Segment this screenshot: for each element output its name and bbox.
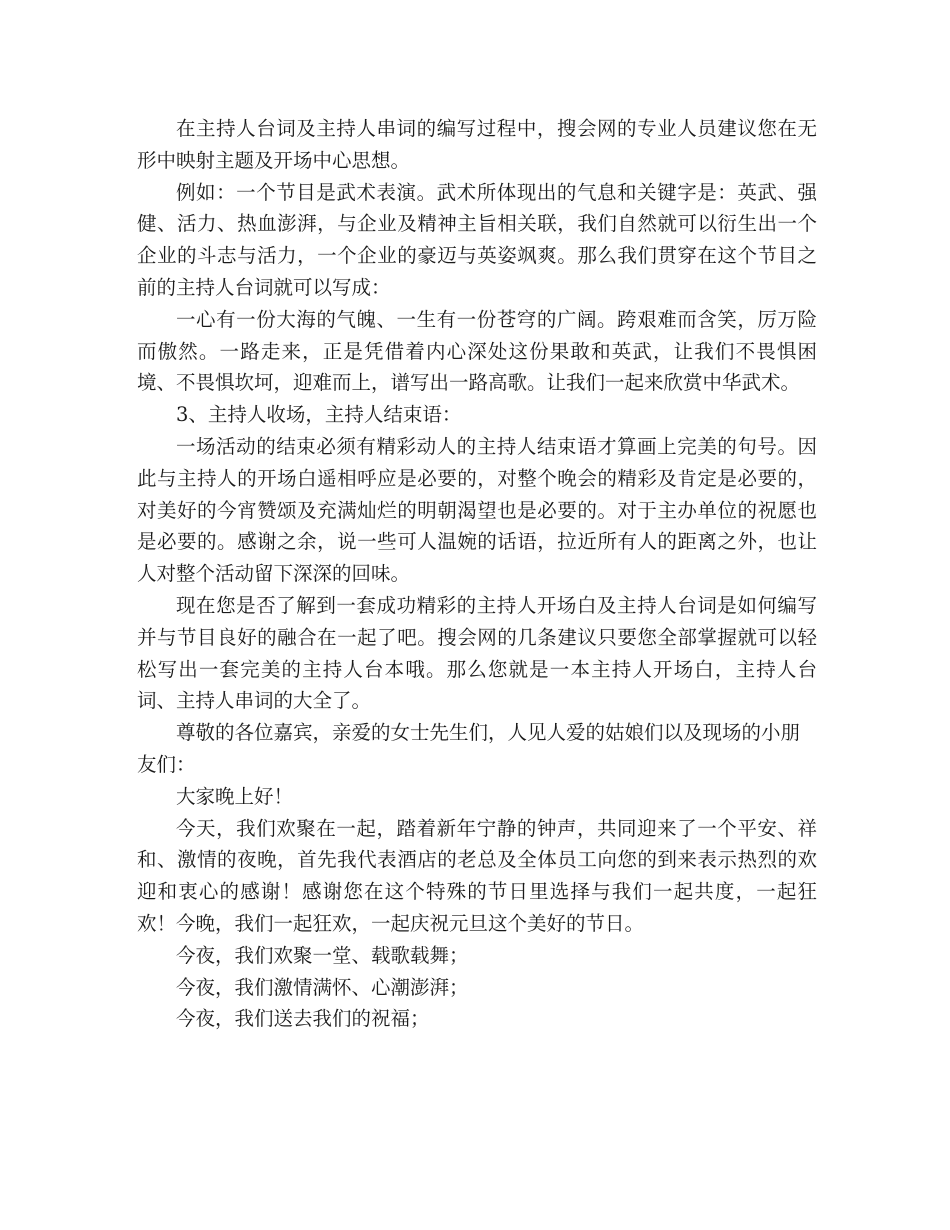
paragraph-tonight-1: 今夜，我们欢聚一堂、载歌载舞； [176, 943, 469, 967]
section-heading-closing: 3、主持人收场，主持人结束语： [176, 403, 462, 427]
paragraph-closing-remarks: 一场活动的结束必须有精彩动人的主持人结束语才算画上完美的句号。因此与主持人的开场白遥相呼应是必要的，对整个晚会的精彩及肯定是必要的，对美好的今宵赞颂及充满灿烂的明朝渴望也是必要的。对于主办单位的祝愿也是必要的。感谢之余，说一些可人温婉的话语，拉近所有人的距离之外，也让人对整个活动留下深深的回味。 [137, 434, 817, 586]
paragraph-greeting-guests: 尊敬的各位嘉宾，亲爱的女士先生们，人见人爱的姑娘们以及现场的小朋友们： [137, 721, 801, 776]
paragraph-martial-arts-script: 一心有一份大海的气魄、一生有一份苍穹的广阔。跨艰难而含笑，厉万险而傲然。一路走来，正是凭借着内心深处这份果敢和英武，让我们不畏惧困境、不畏惧坎坷，迎难而上，谱写出一路高歌。让我们一起来欣赏中华武术。 [137, 307, 817, 395]
paragraph-tonight-3: 今夜，我们送去我们的祝福； [176, 1007, 430, 1031]
paragraph-intro: 在主持人台词及主持人串词的编写过程中，搜会网的专业人员建议您在无形中映射主题及开场中心思想。 [137, 117, 817, 172]
document-body [137, 113, 817, 1035]
paragraph-tonight-2: 今夜，我们激情满怀、心潮澎湃； [176, 975, 469, 999]
paragraph-example: 例如：一个节目是武术表演。武术所体现出的气息和关键字是：英武、强健、活力、热血澎湃，与企业及精神主旨相关联，我们自然就可以衍生出一个企业的斗志与活力，一个企业的豪迈与英姿飒爽。那么我们贯穿在这个节目之前的主持人台词就可以写成： [137, 180, 817, 299]
paragraph-good-evening: 大家晚上好！ [176, 784, 294, 808]
paragraph-summary: 现在您是否了解到一套成功精彩的主持人开场白及主持人台词是如何编写并与节目良好的融合在一起了吧。搜会网的几条建议只要您全部掌握就可以轻松写出一套完美的主持人台本哦。那么您就是一本主持人开场白，主持人台词、主持人串词的大全了。 [137, 593, 817, 713]
paragraph-welcome: 今天，我们欢聚在一起，踏着新年宁静的钟声，共同迎来了一个平安、祥和、激情的夜晚，首先我代表酒店的老总及全体员工向您的到来表示热烈的欢迎和衷心的感谢！感谢您在这个特殊的节日里选择与我们一起共度，一起狂欢！今晚，我们一起狂欢，一起庆祝元旦这个美好的节日。 [137, 816, 817, 935]
